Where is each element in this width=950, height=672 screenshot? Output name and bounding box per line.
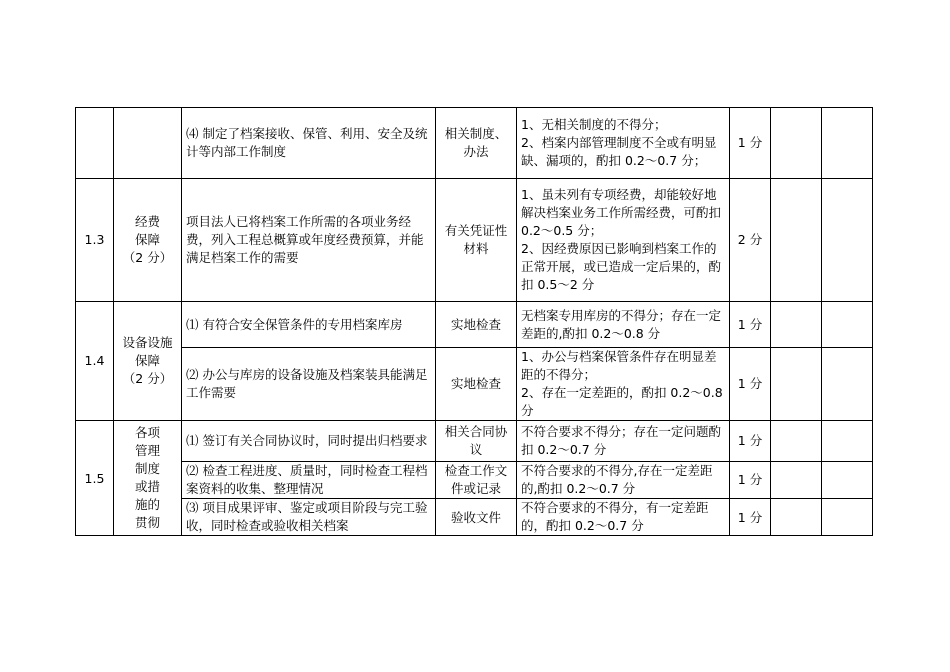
item-name-cell: 设备设施 保障 （2 分） xyxy=(114,302,182,421)
content-cell: ⑶ 项目成果评审、鉴定或项目阶段与完工验收，同时检查或验收相关档案 xyxy=(182,499,436,536)
blank-cell xyxy=(822,179,873,302)
item-name-cell xyxy=(114,108,182,179)
standard-cell: 1、无相关制度的不得分； 2、档案内部管理制度不全或有明显缺、漏项的，酌扣 0.2～0.7 分； xyxy=(517,108,730,179)
content-cell: ⑴ 有符合安全保管条件的专用档案库房 xyxy=(182,302,436,348)
table-row xyxy=(76,108,873,179)
blank-cell xyxy=(822,462,873,499)
method-cell: 有关凭证性材料 xyxy=(436,179,517,302)
standard-cell: 无档案专用库房的不得分；存在一定差距的,酌扣 0.2～0.8 分 xyxy=(517,302,730,348)
table-row xyxy=(76,462,873,499)
score-cell: 1 分 xyxy=(730,108,771,179)
blank-cell xyxy=(771,421,822,462)
blank-cell xyxy=(771,348,822,421)
blank-cell xyxy=(822,499,873,536)
score-cell: 1 分 xyxy=(730,421,771,462)
method-cell: 验收文件 xyxy=(436,499,517,536)
method-cell: 实地检查 xyxy=(436,348,517,421)
content-cell: 项目法人已将档案工作所需的各项业务经费，列入工程总概算或年度经费预算，并能满足档案工作的需要 xyxy=(182,179,436,302)
score-cell: 2 分 xyxy=(730,179,771,302)
method-cell: 相关合同协议 xyxy=(436,421,517,462)
table-row xyxy=(76,179,873,302)
blank-cell xyxy=(771,499,822,536)
table-row xyxy=(76,302,873,348)
item-name-cell xyxy=(114,421,182,536)
blank-cell xyxy=(822,348,873,421)
blank-cell xyxy=(822,421,873,462)
item-number-cell: 1.4 xyxy=(76,302,114,421)
content-cell: ⑷ 制定了档案接收、保管、利用、安全及统计等内部工作制度 xyxy=(182,108,436,179)
content-cell: ⑴ 签订有关合同协议时，同时提出归档要求 xyxy=(182,421,436,462)
blank-cell xyxy=(771,179,822,302)
table-row xyxy=(76,348,873,421)
score-cell: 1 分 xyxy=(730,462,771,499)
table-row xyxy=(76,499,873,536)
content-cell: ⑵ 检查工程进度、质量时，同时检查工程档案资料的收集、整理情况 xyxy=(182,462,436,499)
score-cell: 1 分 xyxy=(730,302,771,348)
item-number-cell xyxy=(76,108,114,179)
blank-cell xyxy=(771,302,822,348)
blank-cell xyxy=(822,108,873,179)
blank-cell xyxy=(822,302,873,348)
method-cell: 相关制度、办法 xyxy=(436,108,517,179)
method-cell: 检查工作文件或记录 xyxy=(436,462,517,499)
content-cell: ⑵ 办公与库房的设备设施及档案装具能满足工作需要 xyxy=(182,348,436,421)
standard-cell: 1、虽未列有专项经费，却能较好地解决档案业务工作所需经费，可酌扣 0.2～0.5 分； 2、因经费原因已影响到档案工作的正常开展，或已造成一定后果的，酌扣 0.5～2 分 xyxy=(517,179,730,302)
score-cell: 1 分 xyxy=(730,499,771,536)
item-number-cell: 1.5 xyxy=(76,421,114,536)
item-number-cell: 1.3 xyxy=(76,179,114,302)
standard-cell: 不符合要求的不得分,存在一定差距的,酌扣 0.2～0.7 分 xyxy=(517,462,730,499)
standard-cell: 不符合要求不得分；存在一定问题酌扣 0.2～0.7 分 xyxy=(517,421,730,462)
evaluation-table xyxy=(75,107,873,536)
table-row xyxy=(76,421,873,462)
score-cell: 1 分 xyxy=(730,348,771,421)
blank-cell xyxy=(771,462,822,499)
item-name-text: 各项管理制度或措施的贯彻 xyxy=(134,425,160,530)
standard-cell: 1、办公与档案保管条件存在明显差距的不得分； 2、存在一定差距的，酌扣 0.2～0.8 分 xyxy=(517,348,730,421)
item-name-cell: 经费 保障 （2 分） xyxy=(114,179,182,302)
standard-cell: 不符合要求的不得分，有一定差距的，酌扣 0.2～0.7 分 xyxy=(517,499,730,536)
method-cell: 实地检查 xyxy=(436,302,517,348)
blank-cell xyxy=(771,108,822,179)
